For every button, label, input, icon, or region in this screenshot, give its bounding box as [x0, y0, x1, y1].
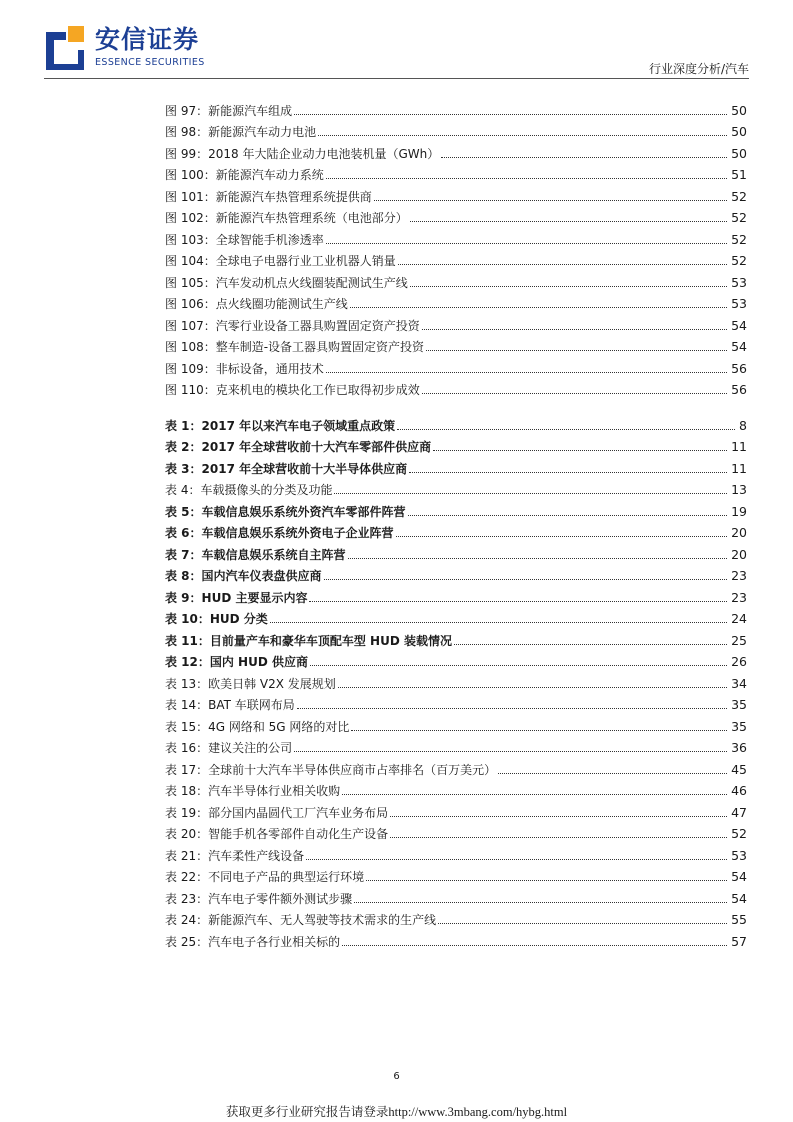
toc-entry-label: 表 11：目前量产车和豪华车顶配车型 HUD 装载情况: [165, 633, 452, 648]
toc-entry[interactable]: [165, 540, 747, 562]
dot-leader: [374, 200, 727, 201]
dot-leader: [426, 350, 727, 351]
toc-entry[interactable]: [165, 354, 747, 376]
toc-entry[interactable]: [165, 519, 747, 541]
dot-leader: [338, 687, 727, 688]
toc-entry-page: 34: [731, 675, 747, 691]
dot-leader: [348, 558, 728, 559]
toc-entry[interactable]: [165, 225, 747, 247]
toc-entry[interactable]: [165, 777, 747, 799]
toc-entry-label: 表 17：全球前十大汽车半导体供应商市占率排名（百万美元）: [165, 762, 497, 777]
toc-entry[interactable]: [165, 204, 747, 226]
dot-leader: [326, 243, 727, 244]
dot-leader: [409, 472, 727, 473]
dot-leader: [342, 794, 727, 795]
dot-leader: [390, 837, 727, 838]
toc-entry-page: 45: [731, 761, 747, 777]
dot-leader: [498, 773, 727, 774]
toc-entry[interactable]: [165, 454, 747, 476]
toc-entry[interactable]: [165, 884, 747, 906]
toc-entry-label: 图 109：非标设备，通用技术: [165, 361, 324, 376]
toc-entry[interactable]: [165, 605, 747, 627]
dot-leader: [342, 945, 727, 946]
toc-entry[interactable]: [165, 247, 747, 269]
report-type: 行业深度分析/汽车: [648, 62, 749, 76]
toc-entry-page: 11: [731, 439, 747, 454]
toc-entry[interactable]: [165, 376, 747, 398]
dot-leader: [324, 579, 728, 580]
toc-entry-page: 52: [731, 826, 747, 841]
toc-entry-page: 36: [731, 740, 747, 755]
toc-entry[interactable]: [165, 626, 747, 648]
toc-entry-page: 13: [731, 482, 747, 497]
dot-leader: [297, 708, 727, 709]
toc-entry-page: 47: [731, 804, 747, 820]
toc-entry[interactable]: [165, 562, 747, 584]
toc-entry[interactable]: [165, 669, 747, 691]
toc-entry-label: 图 99：2018 年大陆企业动力电池装机量（GWh）: [165, 146, 440, 161]
toc-entry[interactable]: [165, 118, 747, 140]
dot-leader: [454, 644, 727, 645]
toc-entry-page: 24: [731, 611, 747, 626]
toc-entry-label: 表 19：部分国内晶圆代工厂汽车业务布局: [165, 805, 389, 820]
toc-entry[interactable]: [165, 798, 747, 820]
toc-entry-page: 52: [731, 231, 747, 247]
toc-entry-label: 表 21：汽车柔性产线设备: [165, 848, 305, 863]
page-number: 6: [393, 1071, 400, 1082]
toc-entry[interactable]: [165, 648, 747, 670]
dot-leader: [310, 665, 727, 666]
dot-leader: [408, 515, 728, 516]
toc-entry[interactable]: [165, 139, 747, 161]
toc-entry[interactable]: [165, 311, 747, 333]
toc-entry-page: 53: [731, 274, 747, 290]
dot-leader: [318, 135, 727, 136]
toc-entry[interactable]: [165, 290, 747, 312]
toc-entry-label: 表 7：车载信息娱乐系统自主阵营: [165, 547, 346, 562]
toc-entry-page: 25: [731, 632, 747, 648]
dot-leader: [441, 157, 727, 158]
toc-entry-label: 图 97：新能源汽车组成: [165, 103, 293, 118]
toc-entry-label: 表 8：国内汽车仪表盘供应商: [165, 569, 322, 583]
toc-entry-page: 55: [731, 912, 747, 927]
dot-leader: [306, 859, 727, 860]
dot-leader: [366, 880, 727, 881]
table-list: [165, 411, 747, 949]
toc-entry-label: 图 105：汽车发动机点火线圈装配测试生产线: [165, 275, 408, 290]
toc-entry-page: 56: [731, 360, 747, 376]
toc-entry-page: 54: [731, 869, 747, 884]
toc-entry-label: 表 22：不同电子产品的典型运行环境: [165, 870, 365, 884]
toc-entry-label: 图 101：新能源汽车热管理系统提供商: [165, 189, 372, 204]
toc-entry-label: 表 20：智能手机各零部件自动化生产设备: [165, 827, 389, 841]
toc-entry[interactable]: [165, 182, 747, 204]
brand-logo-text: [95, 26, 205, 69]
toc-entry-page: 23: [731, 568, 747, 583]
toc-entry[interactable]: [165, 583, 747, 605]
dot-leader: [438, 923, 727, 924]
toc-entry-page: 52: [731, 253, 747, 268]
toc-entry-page: 56: [731, 382, 747, 397]
toc-entry[interactable]: [165, 820, 747, 842]
toc-entry-label: 图 107：汽零行业设备工器具购置固定资产投资: [165, 318, 420, 333]
toc-entry[interactable]: [165, 161, 747, 183]
toc-entry-page: 23: [731, 589, 747, 605]
toc-entry[interactable]: [165, 712, 747, 734]
toc-entry-page: 52: [731, 210, 747, 225]
toc-entry-page: 8: [739, 417, 747, 433]
toc-entry-page: 20: [731, 525, 747, 540]
dot-leader: [354, 902, 727, 903]
dot-leader: [351, 730, 727, 731]
toc-entry-page: 26: [731, 654, 747, 669]
toc-entry-page: 51: [731, 167, 747, 182]
toc-entry-label: 表 1：2017 年以来汽车电子领域重点政策: [165, 418, 396, 433]
dot-leader: [433, 450, 727, 451]
toc-entry-page: 52: [731, 188, 747, 204]
page-header: [0, 0, 793, 80]
toc-entry-page: 35: [731, 718, 747, 734]
dot-leader: [294, 114, 727, 115]
toc-entry[interactable]: [165, 691, 747, 713]
toc-entry-page: 54: [731, 890, 747, 906]
toc-entry-label: 表 10：HUD 分类: [165, 612, 268, 626]
toc-entry-label: 图 98：新能源汽车动力电池: [165, 125, 317, 139]
toc-entry-label: 表 16：建议关注的公司: [165, 741, 293, 755]
toc-entry-page: 20: [731, 546, 747, 562]
toc-entry-page: 53: [731, 847, 747, 863]
dot-leader: [334, 493, 727, 494]
toc-entry[interactable]: [165, 841, 747, 863]
toc-entry-label: 图 103：全球智能手机渗透率: [165, 232, 324, 247]
toc-entry-label: 图 100：新能源汽车动力系统: [165, 168, 324, 182]
toc-entry-label: 图 104：全球电子电器行业工业机器人销量: [165, 254, 396, 268]
dot-leader: [390, 816, 727, 817]
toc-entry-label: 表 6：车载信息娱乐系统外资电子企业阵营: [165, 526, 394, 540]
toc-entry[interactable]: [165, 906, 747, 928]
toc-entry-label: 表 13：欧美日韩 V2X 发展规划: [165, 676, 336, 691]
dot-leader: [398, 264, 727, 265]
dot-leader: [396, 536, 728, 537]
dot-leader: [350, 307, 727, 308]
toc-entry-label: 表 3：2017 年全球营收前十大半导体供应商: [165, 461, 408, 476]
toc-entry-label: 图 106：点火线圈功能测试生产线: [165, 297, 348, 311]
toc-entry-label: 表 18：汽车半导体行业相关收购: [165, 784, 341, 798]
toc-entry-page: 53: [731, 296, 747, 311]
toc-entry-label: 表 23：汽车电子零件额外测试步骤: [165, 891, 353, 906]
dot-leader: [294, 751, 727, 752]
toc-entry-label: 表 24：新能源汽车、无人驾驶等技术需求的生产线: [165, 913, 437, 927]
toc-entry-label: 表 25：汽车电子各行业相关标的: [165, 934, 341, 949]
toc-entry[interactable]: [165, 497, 747, 519]
brand-name-en: ESSENCE SECURITIES: [95, 57, 205, 68]
dot-leader: [270, 622, 727, 623]
toc-entry-page: 50: [731, 124, 747, 139]
toc-entry-label: 表 2：2017 年全球营收前十大汽车零部件供应商: [165, 440, 432, 454]
dot-leader: [309, 601, 727, 602]
toc-entry[interactable]: [165, 268, 747, 290]
toc-entry-page: 35: [731, 697, 747, 712]
header-divider: [44, 78, 749, 79]
dot-leader: [422, 393, 727, 394]
toc-entry[interactable]: [165, 96, 747, 118]
toc-entry-label: 图 102：新能源汽车热管理系统（电池部分）: [165, 211, 408, 225]
toc-entry-page: 50: [731, 145, 747, 161]
toc-entry[interactable]: [165, 734, 747, 756]
toc-entry-label: 图 108：整车制造-设备工器具购置固定资产投资: [165, 340, 425, 354]
toc-entry-page: 57: [731, 933, 747, 949]
toc-entry[interactable]: [165, 927, 747, 949]
dot-leader: [326, 178, 727, 179]
toc-entry[interactable]: [165, 863, 747, 885]
toc-entry-page: 19: [731, 503, 747, 519]
toc-entry[interactable]: [165, 333, 747, 355]
figure-list: [165, 96, 747, 397]
toc-entry[interactable]: [165, 433, 747, 455]
dot-leader: [422, 329, 727, 330]
toc-entry[interactable]: [165, 476, 747, 498]
toc-entry-label: 表 12：国内 HUD 供应商: [165, 655, 308, 669]
toc-entry-page: 50: [731, 102, 747, 118]
toc-entry-label: 表 15：4G 网络和 5G 网络的对比: [165, 719, 350, 734]
dot-leader: [397, 429, 735, 430]
toc-entry-page: 11: [731, 460, 747, 476]
dot-leader: [326, 372, 727, 373]
footer-note: 获取更多行业研究报告请登录http://www.3mbang.com/hybg.html: [225, 1105, 568, 1119]
toc-entry-label: 表 5：车载信息娱乐系统外资汽车零部件阵营: [165, 504, 406, 519]
essence-logo-icon: [44, 26, 84, 70]
toc-entry-label: 表 4：车载摄像头的分类及功能: [165, 483, 333, 497]
toc-entry-label: 表 14：BAT 车联网布局: [165, 698, 295, 712]
toc-entry-label: 表 9：HUD 主要显示内容: [165, 590, 308, 605]
toc-entry-label: 图 110：克来机电的模块化工作已取得初步成效: [165, 383, 420, 397]
toc-entry-page: 46: [731, 783, 747, 798]
dot-leader: [410, 286, 727, 287]
dot-leader: [410, 221, 727, 222]
toc-entry[interactable]: [165, 411, 747, 433]
toc-entry-page: 54: [731, 339, 747, 354]
brand-name-cn: 安信证券: [95, 25, 200, 54]
toc-entry-page: 54: [731, 317, 747, 333]
toc-entry[interactable]: [165, 755, 747, 777]
